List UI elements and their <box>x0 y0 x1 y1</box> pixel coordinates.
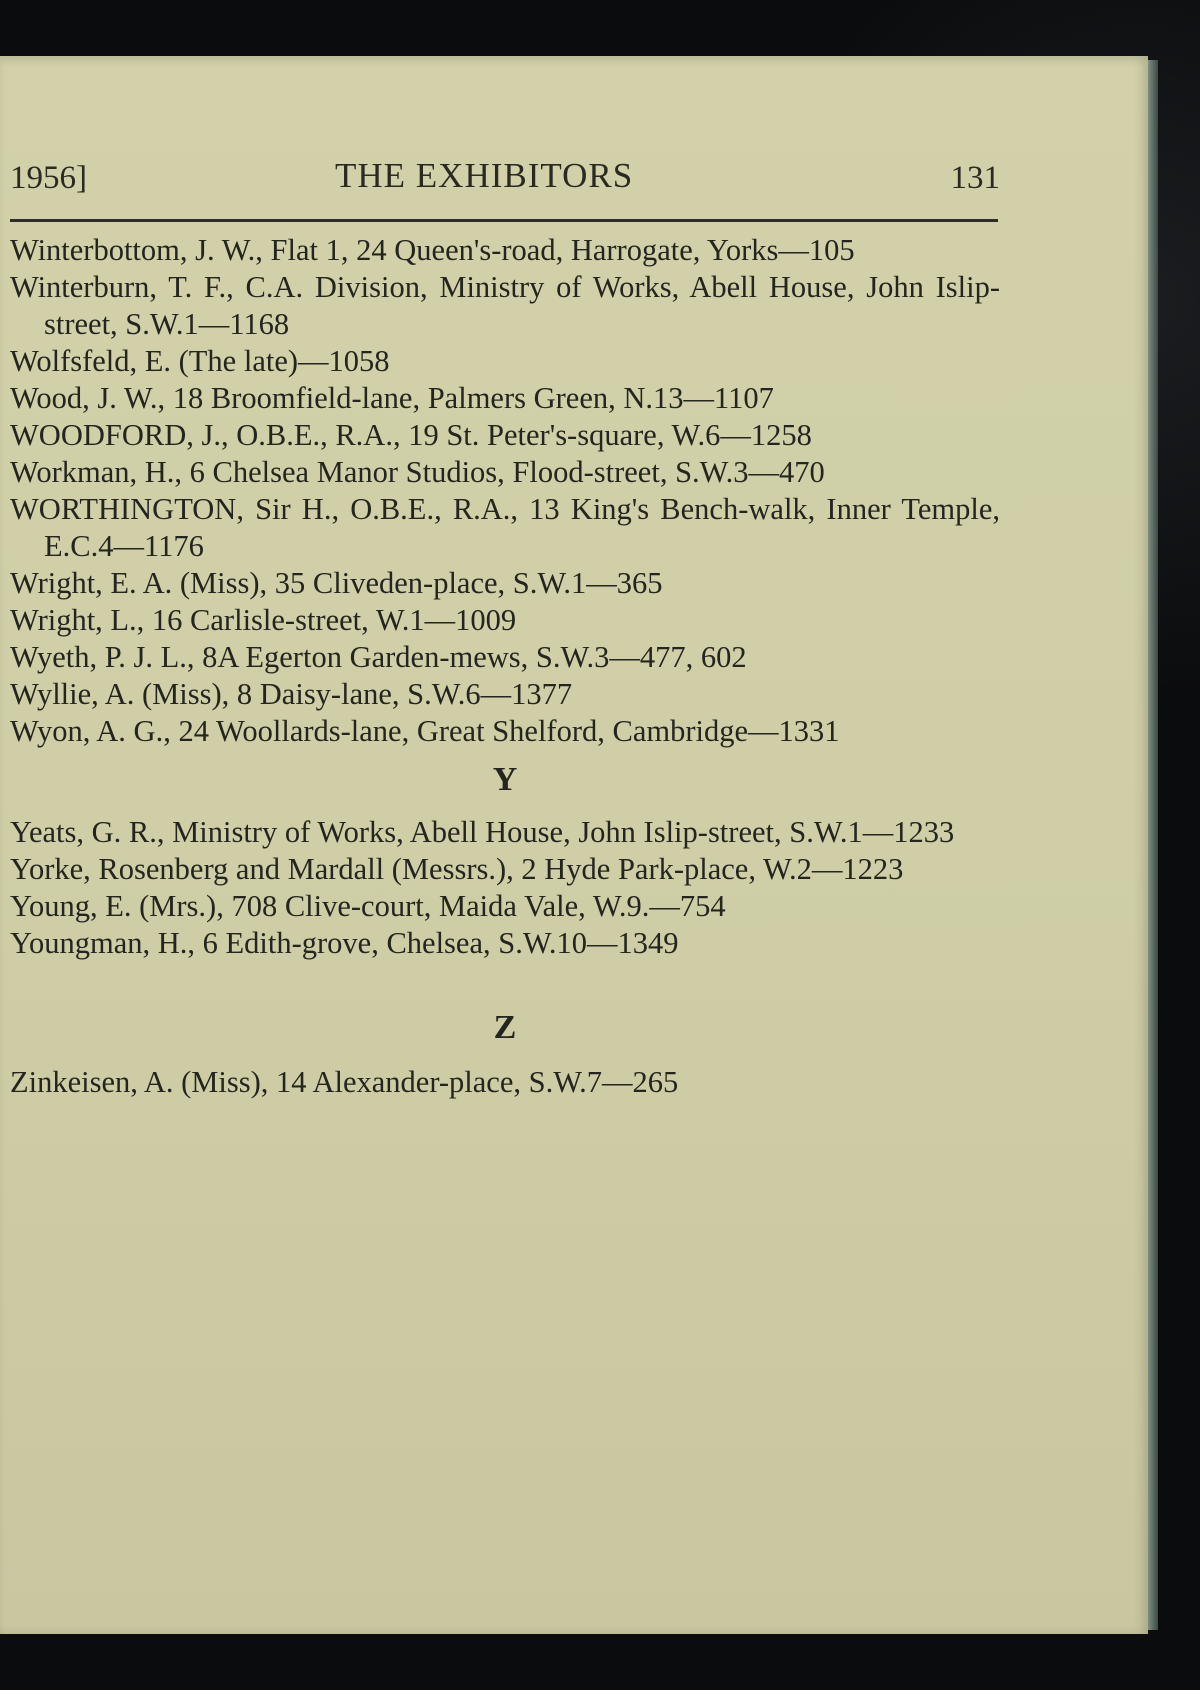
list-item: Yeats, G. R., Ministry of Works, Abell House, John Islip-street, S.W.1—1233 <box>10 815 955 849</box>
list-item: Wyon, A. G., 24 Woollards-lane, Great Shelford, Cambridge—1331 <box>10 714 840 748</box>
list-item: WOODFORD, J., O.B.E., R.A., 19 St. Peter's-square, W.6—1258 <box>10 418 812 452</box>
list-item: Wood, J. W., 18 Broomfield-lane, Palmers Green, N.13—1107 <box>10 381 774 415</box>
section-letter-z: Z <box>493 1009 517 1046</box>
page-number: 131 <box>950 160 1000 196</box>
list-item: Wright, L., 16 Carlisle-street, W.1—1009 <box>10 603 517 637</box>
list-item: Wolfsfeld, E. (The late)—1058 <box>10 344 390 378</box>
list-item: Wyllie, A. (Miss), 8 Daisy-lane, S.W.6—1377 <box>10 677 573 711</box>
list-item: Yorke, Rosenberg and Mardall (Messrs.), 2 Hyde Park-place, W.2—1223 <box>10 852 904 886</box>
header-year: 1956] <box>10 160 87 196</box>
list-item: WORTHINGTON, Sir H., O.B.E., R.A., 13 King's Bench-walk, Inner Temple, E.C.4—1176 <box>10 492 1000 563</box>
list-item: Young, E. (Mrs.), 708 Clive-court, Maida Vale, W.9.—754 <box>10 889 726 923</box>
list-item: Youngman, H., 6 Edith-grove, Chelsea, S.W.10—1349 <box>10 926 679 960</box>
header-rule <box>10 219 998 222</box>
section-letter-y: Y <box>492 761 518 798</box>
list-item: Winterbottom, J. W., Flat 1, 24 Queen's-road, Harrogate, Yorks—105 <box>10 233 855 267</box>
page-title: THE EXHIBITORS <box>335 156 634 195</box>
list-item: Zinkeisen, A. (Miss), 14 Alexander-place, S.W.7—265 <box>10 1065 679 1099</box>
running-header <box>10 150 1000 210</box>
list-item: Wright, E. A. (Miss), 35 Cliveden-place, S.W.1—365 <box>10 566 663 600</box>
exhibitor-list <box>10 232 1000 1101</box>
list-item: Winterburn, T. F., C.A. Division, Ministry of Works, Abell House, John Islip-street, S.W.1—1168 <box>10 270 1000 341</box>
list-item: Workman, H., 6 Chelsea Manor Studios, Flood-street, S.W.3—470 <box>10 455 825 489</box>
list-item: Wyeth, P. J. L., 8A Egerton Garden-mews, S.W.3—477, 602 <box>10 640 747 674</box>
